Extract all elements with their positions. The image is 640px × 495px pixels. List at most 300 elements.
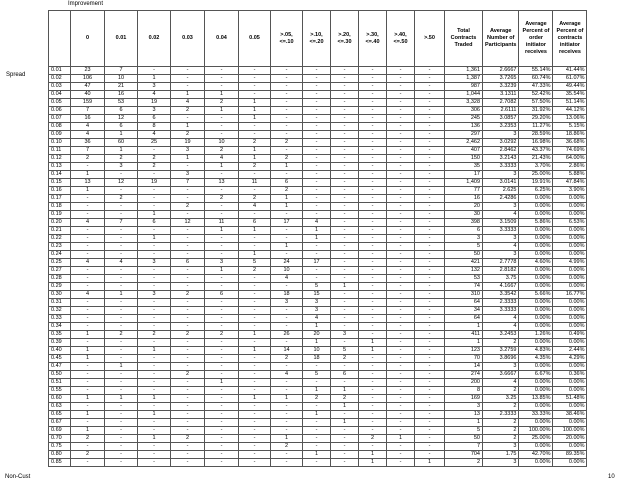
table-cell: - <box>303 155 331 163</box>
table-cell: 0.00% <box>553 379 587 387</box>
table-cell: 19 <box>138 179 171 187</box>
table-cell: - <box>415 259 445 267</box>
table-cell: 1 <box>71 395 105 403</box>
table-cell: 60.74% <box>519 75 553 83</box>
spread-value-cell: 0.02 <box>49 75 71 83</box>
table-cell: - <box>415 291 445 299</box>
table-row <box>49 451 587 459</box>
table-cell: - <box>415 323 445 331</box>
table-cell: - <box>171 67 205 75</box>
table-cell: 2 <box>331 395 359 403</box>
table-cell: 1 <box>331 419 359 427</box>
table-cell: - <box>171 315 205 323</box>
table-cell: 0.00% <box>519 235 553 243</box>
table-cell: 0.00% <box>519 459 553 467</box>
table-cell: - <box>71 251 105 259</box>
table-cell: 6 <box>171 259 205 267</box>
table-cell: - <box>387 259 415 267</box>
table-cell: 89.35% <box>553 451 587 459</box>
table-cell: - <box>359 427 387 435</box>
table-row <box>49 211 587 219</box>
table-cell: 1 <box>303 411 331 419</box>
table-cell: 0.00% <box>519 339 553 347</box>
table-cell: 1 <box>445 323 483 331</box>
table-cell: - <box>105 371 138 379</box>
table-cell: - <box>303 147 331 155</box>
table-cell: 0.00% <box>519 275 553 283</box>
table-cell: - <box>331 115 359 123</box>
table-cell: 6 <box>331 371 359 379</box>
table-cell: 2,462 <box>445 139 483 147</box>
table-cell: - <box>303 435 331 443</box>
table-cell: 0.00% <box>519 227 553 235</box>
table-cell: - <box>171 355 205 363</box>
table-cell: - <box>138 315 171 323</box>
table-row <box>49 147 587 155</box>
table-cell: - <box>105 187 138 195</box>
table-cell: - <box>271 115 303 123</box>
table-cell: 4 <box>271 371 303 379</box>
table-cell: - <box>239 83 271 91</box>
table-cell: - <box>171 443 205 451</box>
spread-value-cell: 0.09 <box>49 131 71 139</box>
table-cell: 3 <box>138 291 171 299</box>
table-cell: - <box>71 299 105 307</box>
table-cell: - <box>271 459 303 467</box>
table-cell: - <box>359 299 387 307</box>
table-cell: - <box>331 147 359 155</box>
table-cell: 4 <box>483 323 519 331</box>
table-cell: 3.75 <box>483 275 519 283</box>
column-header: >.50 <box>415 11 445 67</box>
table-cell: 1 <box>359 451 387 459</box>
spread-value-cell: 0.27 <box>49 267 71 275</box>
table-cell: - <box>331 363 359 371</box>
table-cell: - <box>331 227 359 235</box>
table-cell: 1 <box>239 147 271 155</box>
spread-value-cell: 0.32 <box>49 307 71 315</box>
table-cell: 1 <box>71 355 105 363</box>
table-cell: 3.3542 <box>483 291 519 299</box>
table-cell: - <box>387 131 415 139</box>
table-cell: - <box>171 275 205 283</box>
table-cell: - <box>331 275 359 283</box>
table-cell: - <box>239 67 271 75</box>
table-cell: 411 <box>445 331 483 339</box>
table-cell: 1 <box>331 283 359 291</box>
table-cell: 3 <box>483 443 519 451</box>
table-cell: - <box>415 219 445 227</box>
table-cell: - <box>415 139 445 147</box>
table-cell: - <box>303 243 331 251</box>
table-cell: - <box>387 323 415 331</box>
table-cell: 5 <box>445 243 483 251</box>
table-cell: - <box>387 179 415 187</box>
table-cell: - <box>303 203 331 211</box>
table-cell: - <box>171 403 205 411</box>
table-cell: - <box>205 251 239 259</box>
table-cell: 0.00% <box>553 307 587 315</box>
table-cell: 1 <box>303 235 331 243</box>
table-cell: 1 <box>239 99 271 107</box>
table-cell: - <box>303 379 331 387</box>
table-cell: - <box>171 323 205 331</box>
table-cell: - <box>271 339 303 347</box>
table-cell: - <box>387 195 415 203</box>
table-cell: - <box>205 131 239 139</box>
table-cell: 5 <box>303 371 331 379</box>
table-cell: - <box>415 315 445 323</box>
table-cell: - <box>359 387 387 395</box>
table-cell: - <box>205 283 239 291</box>
table-cell: - <box>387 115 415 123</box>
table-cell: - <box>205 387 239 395</box>
table-cell: - <box>239 459 271 467</box>
table-row <box>49 331 587 339</box>
table-cell: - <box>205 355 239 363</box>
table-cell: 13 <box>71 179 105 187</box>
table-cell: 3 <box>331 331 359 339</box>
table-cell: - <box>138 147 171 155</box>
table-cell: - <box>415 283 445 291</box>
table-cell: 28.59% <box>519 131 553 139</box>
table-cell: 2.3333 <box>483 299 519 307</box>
table-cell: 2 <box>138 163 171 171</box>
table-cell: - <box>359 147 387 155</box>
table-cell: - <box>415 403 445 411</box>
table-cell: 0.00% <box>519 307 553 315</box>
table-cell: - <box>359 235 387 243</box>
spread-value-cell: 0.14 <box>49 171 71 179</box>
table-cell: - <box>387 227 415 235</box>
table-cell: 3 <box>303 299 331 307</box>
table-cell: - <box>138 299 171 307</box>
table-cell: - <box>138 403 171 411</box>
table-cell: 60 <box>105 139 138 147</box>
table-cell: - <box>271 171 303 179</box>
table-cell: - <box>359 283 387 291</box>
table-cell: 2 <box>239 163 271 171</box>
table-row <box>49 275 587 283</box>
table-cell: - <box>303 459 331 467</box>
table-cell: 1,361 <box>445 67 483 75</box>
table-cell: - <box>415 267 445 275</box>
table-cell: - <box>205 395 239 403</box>
table-cell: - <box>359 355 387 363</box>
table-cell: - <box>205 435 239 443</box>
table-cell: - <box>303 267 331 275</box>
table-cell: 3 <box>483 363 519 371</box>
table-cell: 2.8462 <box>483 147 519 155</box>
table-cell: - <box>171 283 205 291</box>
table-cell: - <box>171 75 205 83</box>
table-cell: - <box>271 387 303 395</box>
table-cell: 3 <box>483 131 519 139</box>
table-cell: - <box>387 379 415 387</box>
table-cell: 49.44% <box>553 83 587 91</box>
table-cell: 4 <box>205 155 239 163</box>
table-cell: - <box>71 387 105 395</box>
table-cell: - <box>387 171 415 179</box>
spread-value-cell: 0.80 <box>49 451 71 459</box>
table-cell: - <box>387 339 415 347</box>
table-cell: - <box>205 347 239 355</box>
table-cell: - <box>239 355 271 363</box>
table-cell: - <box>359 443 387 451</box>
table-cell: - <box>331 75 359 83</box>
table-cell: 1.75 <box>483 451 519 459</box>
table-row <box>49 395 587 403</box>
table-cell: - <box>359 411 387 419</box>
table-cell: 19 <box>171 139 205 147</box>
table-cell: - <box>415 227 445 235</box>
table-cell: 0.00% <box>553 339 587 347</box>
spread-value-cell: 0.85 <box>49 459 71 467</box>
spread-value-cell: 0.75 <box>49 443 71 451</box>
table-cell: - <box>271 99 303 107</box>
table-cell: 1 <box>71 331 105 339</box>
table-cell: 1 <box>303 387 331 395</box>
table-cell: - <box>205 203 239 211</box>
table-cell: - <box>71 315 105 323</box>
table-cell: 17 <box>303 259 331 267</box>
table-cell: - <box>415 387 445 395</box>
spread-value-cell: 0.70 <box>49 435 71 443</box>
table-cell: - <box>415 115 445 123</box>
table-cell: 1 <box>71 411 105 419</box>
column-header: Total Contracts Traded <box>445 11 483 67</box>
table-cell: 33.33% <box>519 411 553 419</box>
table-cell: 159 <box>71 99 105 107</box>
table-cell: 4.60% <box>519 259 553 267</box>
table-cell: - <box>205 371 239 379</box>
table-cell: - <box>138 275 171 283</box>
table-cell: - <box>205 187 239 195</box>
table-cell: - <box>359 91 387 99</box>
table-cell: 0.00% <box>553 267 587 275</box>
table-cell: - <box>239 379 271 387</box>
table-cell: - <box>171 363 205 371</box>
table-cell: 0.00% <box>519 243 553 251</box>
table-cell: - <box>415 355 445 363</box>
table-cell: 6 <box>105 123 138 131</box>
table-cell: - <box>387 291 415 299</box>
table-cell: - <box>71 419 105 427</box>
table-cell: - <box>138 459 171 467</box>
table-cell: - <box>105 307 138 315</box>
table-cell: - <box>239 323 271 331</box>
table-cell: 18 <box>303 355 331 363</box>
table-cell: - <box>303 107 331 115</box>
table-cell: 0.00% <box>519 387 553 395</box>
table-cell: 3 <box>445 403 483 411</box>
table-cell: - <box>239 315 271 323</box>
table-cell: 5 <box>445 427 483 435</box>
table-cell: 4 <box>105 259 138 267</box>
table-cell: 100.00% <box>553 427 587 435</box>
table-cell: - <box>239 363 271 371</box>
table-cell: - <box>303 419 331 427</box>
spread-value-cell: 0.21 <box>49 227 71 235</box>
table-cell: 14 <box>445 363 483 371</box>
table-cell: - <box>387 395 415 403</box>
table-cell: - <box>138 363 171 371</box>
table-cell: 53 <box>445 275 483 283</box>
table-row <box>49 315 587 323</box>
table-cell: - <box>239 307 271 315</box>
table-cell: - <box>415 171 445 179</box>
table-cell: - <box>71 371 105 379</box>
table-cell: 64 <box>445 299 483 307</box>
table-cell: 0.36% <box>553 371 587 379</box>
table-cell: - <box>331 459 359 467</box>
table-cell: 6 <box>138 219 171 227</box>
table-cell: 3.0292 <box>483 139 519 147</box>
table-cell: 2 <box>171 331 205 339</box>
table-cell: - <box>138 267 171 275</box>
table-cell: 2 <box>171 107 205 115</box>
table-cell: - <box>205 211 239 219</box>
table-cell: - <box>387 123 415 131</box>
table-cell: - <box>331 291 359 299</box>
header-row <box>49 11 587 67</box>
table-cell: 200 <box>445 379 483 387</box>
table-cell: - <box>138 323 171 331</box>
table-cell: - <box>271 131 303 139</box>
table-row <box>49 83 587 91</box>
table-cell: - <box>271 91 303 99</box>
table-cell: - <box>331 339 359 347</box>
table-cell: 77 <box>445 187 483 195</box>
spread-value-cell: 0.30 <box>49 291 71 299</box>
table-cell: - <box>71 211 105 219</box>
table-cell: - <box>239 403 271 411</box>
table-cell: - <box>331 131 359 139</box>
table-cell: 0.00% <box>553 275 587 283</box>
table-cell: 2 <box>483 419 519 427</box>
table-cell: - <box>105 443 138 451</box>
table-cell: - <box>239 411 271 419</box>
table-cell: - <box>239 275 271 283</box>
table-cell: 13.06% <box>553 115 587 123</box>
spread-value-cell: 0.11 <box>49 147 71 155</box>
table-cell: 30 <box>445 211 483 219</box>
table-cell: 0.00% <box>553 387 587 395</box>
table-cell: 2 <box>205 195 239 203</box>
table-cell: - <box>205 323 239 331</box>
table-cell: 3 <box>483 203 519 211</box>
footer-section-label: Non-Cust <box>5 474 31 480</box>
table-cell: 11 <box>205 219 239 227</box>
table-cell: - <box>387 163 415 171</box>
table-cell: - <box>331 251 359 259</box>
table-cell: - <box>331 187 359 195</box>
table-cell: 2.625 <box>483 187 519 195</box>
table-cell: - <box>105 379 138 387</box>
table-cell: - <box>105 451 138 459</box>
table-cell: 1 <box>239 251 271 259</box>
table-cell: 1 <box>303 339 331 347</box>
table-cell: 13 <box>445 411 483 419</box>
table-row <box>49 291 587 299</box>
table-cell: - <box>415 339 445 347</box>
table-cell: - <box>359 211 387 219</box>
table-cell: - <box>331 411 359 419</box>
table-cell: 2.6667 <box>483 67 519 75</box>
table-cell: - <box>303 123 331 131</box>
table-cell: 0.00% <box>553 203 587 211</box>
table-cell: - <box>205 235 239 243</box>
table-cell: - <box>359 195 387 203</box>
table-cell: - <box>415 123 445 131</box>
table-cell: - <box>415 163 445 171</box>
table-cell: 2 <box>483 339 519 347</box>
table-cell: - <box>239 299 271 307</box>
table-cell: - <box>138 419 171 427</box>
table-cell: 2.86% <box>553 163 587 171</box>
table-cell: - <box>415 91 445 99</box>
table-cell: - <box>271 283 303 291</box>
table-cell: 1 <box>105 395 138 403</box>
spread-value-cell: 0.31 <box>49 299 71 307</box>
table-cell: 3 <box>445 235 483 243</box>
table-cell: - <box>71 443 105 451</box>
table-cell: - <box>138 427 171 435</box>
table-cell: - <box>171 427 205 435</box>
table-cell: - <box>171 115 205 123</box>
table-cell: 74.69% <box>553 147 587 155</box>
table-cell: - <box>331 443 359 451</box>
table-cell: 4 <box>303 315 331 323</box>
table-cell: 421 <box>445 259 483 267</box>
table-cell: - <box>359 123 387 131</box>
table-row <box>49 227 587 235</box>
table-cell: - <box>359 75 387 83</box>
table-cell: 23 <box>71 67 105 75</box>
table-cell: 987 <box>445 83 483 91</box>
table-cell: 29.20% <box>519 115 553 123</box>
table-cell: - <box>387 275 415 283</box>
table-cell: - <box>171 339 205 347</box>
table-cell: - <box>331 435 359 443</box>
table-cell: - <box>271 403 303 411</box>
table-cell: - <box>331 99 359 107</box>
table-cell: - <box>331 139 359 147</box>
table-cell: - <box>303 131 331 139</box>
table-cell: 169 <box>445 395 483 403</box>
table-cell: 4 <box>71 123 105 131</box>
spread-value-cell: 0.22 <box>49 235 71 243</box>
table-cell: 3.2143 <box>483 155 519 163</box>
table-cell: 398 <box>445 219 483 227</box>
table-cell: - <box>171 395 205 403</box>
table-cell: 100.00% <box>519 427 553 435</box>
table-cell: 3 <box>138 83 171 91</box>
table-cell: 2 <box>483 427 519 435</box>
table-cell: 4 <box>171 99 205 107</box>
table-cell: 50 <box>445 251 483 259</box>
table-cell: 47 <box>71 83 105 91</box>
table-cell: - <box>387 371 415 379</box>
table-cell: - <box>171 83 205 91</box>
table-cell: - <box>415 411 445 419</box>
table-cell: - <box>415 211 445 219</box>
table-cell: - <box>171 187 205 195</box>
spread-value-cell: 0.16 <box>49 187 71 195</box>
table-cell: - <box>205 75 239 83</box>
table-cell: - <box>331 211 359 219</box>
table-cell: - <box>239 123 271 131</box>
